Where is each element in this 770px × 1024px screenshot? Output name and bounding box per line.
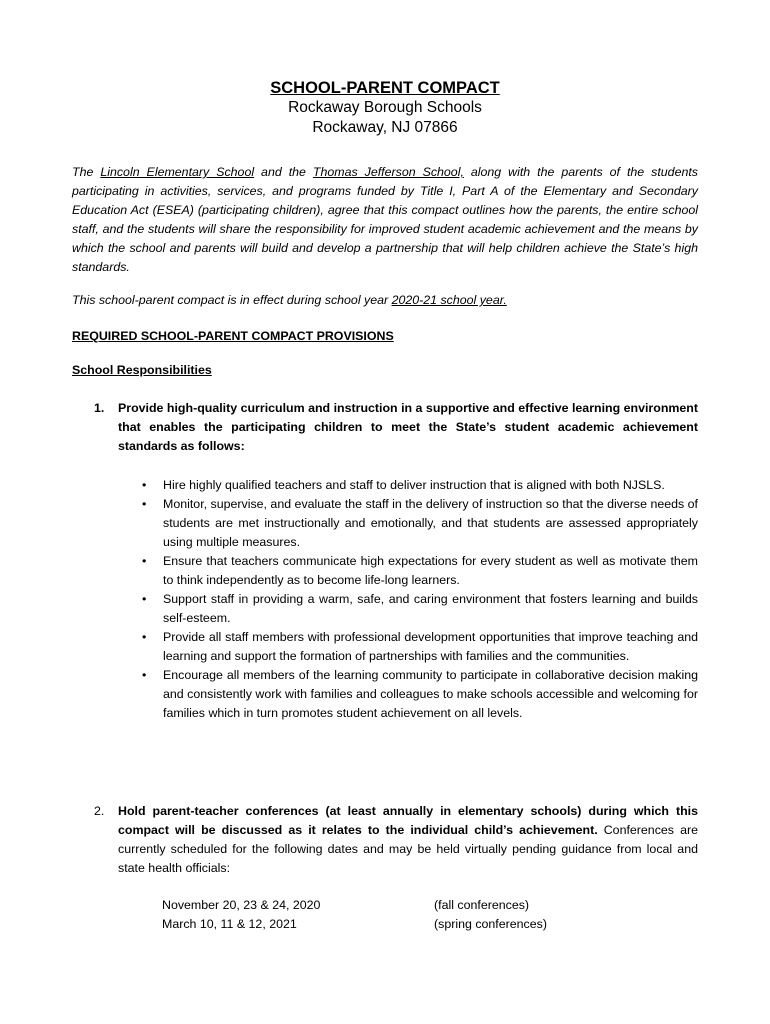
school-name-jefferson: Thomas Jefferson School, [312, 165, 464, 179]
numbered-item-2 [94, 802, 698, 878]
item-number: 1. [94, 401, 105, 415]
list-item [138, 495, 698, 552]
list-item-text: Encourage all members of the learning community to participate in collaborative decision making and consistently work with families and colleagues to make schools accessible and welcoming for families which in turn promotes student achievement on all levels. [163, 668, 698, 720]
item-bold-text: Hold parent-teacher conferences (at least annually in elementary schools) during which this compact will be discussed as it relates to the individual child’s achievement. [118, 804, 698, 837]
conference-date: March 10, 11 & 12, 2021 [162, 917, 297, 931]
bullet-icon: • [142, 592, 147, 606]
district-location: Rockaway, NJ 07866 [312, 119, 458, 136]
document-header [0, 78, 770, 138]
district-name: Rockaway Borough Schools [288, 99, 482, 116]
bullet-icon: • [142, 668, 147, 682]
item-text [118, 802, 698, 878]
list-item [138, 552, 698, 590]
conference-note: (fall conferences) [434, 898, 530, 912]
subsection-heading: School Responsibilities [72, 363, 212, 377]
bullet-icon: • [142, 630, 147, 644]
page-title: SCHOOL-PARENT COMPACT [270, 79, 500, 97]
effective-prefix: This school-parent compact is in effect during school year [72, 293, 392, 307]
conference-date: November 20, 23 & 24, 2020 [162, 898, 321, 912]
list-item-text: Provide all staff members with professional development opportunities that improve teaching and learning and support the formation of partnerships with families and the communities. [163, 630, 698, 663]
school-name-lincoln: Lincoln Elementary School [100, 165, 255, 179]
bullet-icon: • [142, 478, 147, 492]
list-item [138, 476, 698, 495]
list-item [138, 666, 698, 723]
item-text: Provide high-quality curriculum and instruction in a supportive and effective learning environment that enables the participating children to meet the State’s student academic achievement standards as follows: [118, 401, 698, 453]
list-item-text: Monitor, supervise, and evaluate the staff in the delivery of instruction so that the diverse needs of students are met instructionally and emotionally, and that students are assessed appropriately using multiple measures. [163, 497, 698, 549]
intro-text-3: along with the parents of the students participating in activities, services, and programs funded by Title I, Part A of the Elementary and Secondary Education Act (ESEA) (participating children), agree that this compact outlines how the parents, the entire school staff, and the students will share the responsibility for improved student academic achievement and the means by which the school and parents will build and develop a partnership that will help children achieve the State’s high standards. [72, 165, 698, 274]
item-number: 2. [94, 804, 105, 818]
conference-row [162, 915, 662, 934]
school-year: 2020-21 school year. [391, 293, 507, 307]
conference-note: (spring conferences) [434, 917, 547, 931]
responsibility-list [138, 476, 698, 723]
bullet-icon: • [142, 497, 147, 511]
conference-dates [162, 896, 662, 934]
item-rest-text: Conferences are currently scheduled for the following dates and may be held virtually pending guidance from local and state health officials: [118, 823, 698, 875]
conference-row [162, 896, 662, 915]
section-heading: REQUIRED SCHOOL-PARENT COMPACT PROVISIONS [72, 329, 394, 343]
list-item-text: Support staff in providing a warm, safe, and caring environment that fosters learning and builds self-esteem. [163, 592, 698, 625]
list-item-text: Hire highly qualified teachers and staff to deliver instruction that is aligned with both NJSLS. [163, 478, 665, 492]
numbered-item-1 [94, 399, 698, 456]
intro-paragraph [72, 163, 698, 277]
bullet-icon: • [142, 554, 147, 568]
intro-text-2: and the [254, 165, 313, 179]
list-item-text: Ensure that teachers communicate high expectations for every student as well as motivate them to think independently as to become life-long learners. [163, 554, 698, 587]
list-item [138, 590, 698, 628]
effective-period [72, 291, 698, 310]
list-item [138, 628, 698, 666]
intro-text-1: The [72, 165, 101, 179]
